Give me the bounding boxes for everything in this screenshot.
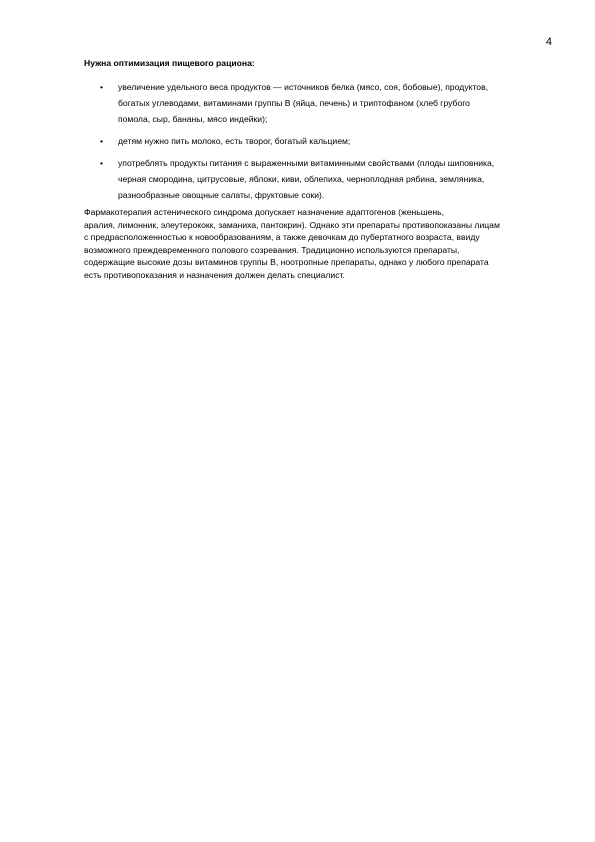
- page-number: 4: [545, 36, 552, 48]
- bullet-icon: •: [100, 136, 104, 146]
- list-item-line: богатых углеводами, витаминами группы В (яйца, печень) и триптофаном (хлеб грубого: [118, 98, 470, 108]
- paragraph-line: с предрасположенностью к новообразованиям, а также девочкам до пубертатного возраста, ввиду: [84, 232, 480, 243]
- paragraph-line: возможного преждевременного полового созревания. Традиционно используются препараты,: [84, 244, 460, 255]
- list-item: [84, 79, 554, 127]
- list-item-line: помола, сыр, бананы, мясо индейки);: [118, 114, 268, 124]
- list-item: [84, 155, 554, 203]
- bullet-icon: •: [100, 158, 104, 168]
- diet-recommendations-list: [84, 79, 554, 203]
- list-item-line: увеличение удельного веса продуктов — источников белка (мясо, соя, бобовые), продуктов,: [118, 82, 489, 92]
- list-item: [84, 133, 554, 149]
- pharmacotherapy-paragraph: [84, 206, 554, 282]
- paragraph-line: аралия, лимонник, элеутерококк, заманиха, пантокрин). Однако эти препараты противопоказаны лицам: [84, 219, 500, 230]
- list-item-line: употреблять продукты питания с выраженными витаминными свойствами (плоды шиповника,: [118, 158, 495, 168]
- paragraph-line: Фармакотерапия астенического синдрома допускает назначение адаптогенов (женьшень,: [84, 207, 445, 217]
- bullet-icon: •: [100, 82, 104, 92]
- list-item-line: детям нужно пить молоко, есть творог, богатый кальцием;: [118, 136, 351, 146]
- paragraph-line: есть противопоказания и назначения должен делать специалист.: [84, 269, 345, 280]
- section-heading: Нужна оптимизация пищевого рациона:: [84, 58, 255, 68]
- list-item-line: черная смородина, цитрусовые, яблоки, киви, облепиха, черноплодная рябина, земляника,: [118, 174, 485, 184]
- document-body: [84, 58, 554, 282]
- list-item-line: разнообразные овощные салаты, фруктовые соки).: [118, 190, 325, 200]
- paragraph-line: содержащие высокие дозы витаминов группы В, ноотропные препараты, однако у любого препарата: [84, 257, 489, 268]
